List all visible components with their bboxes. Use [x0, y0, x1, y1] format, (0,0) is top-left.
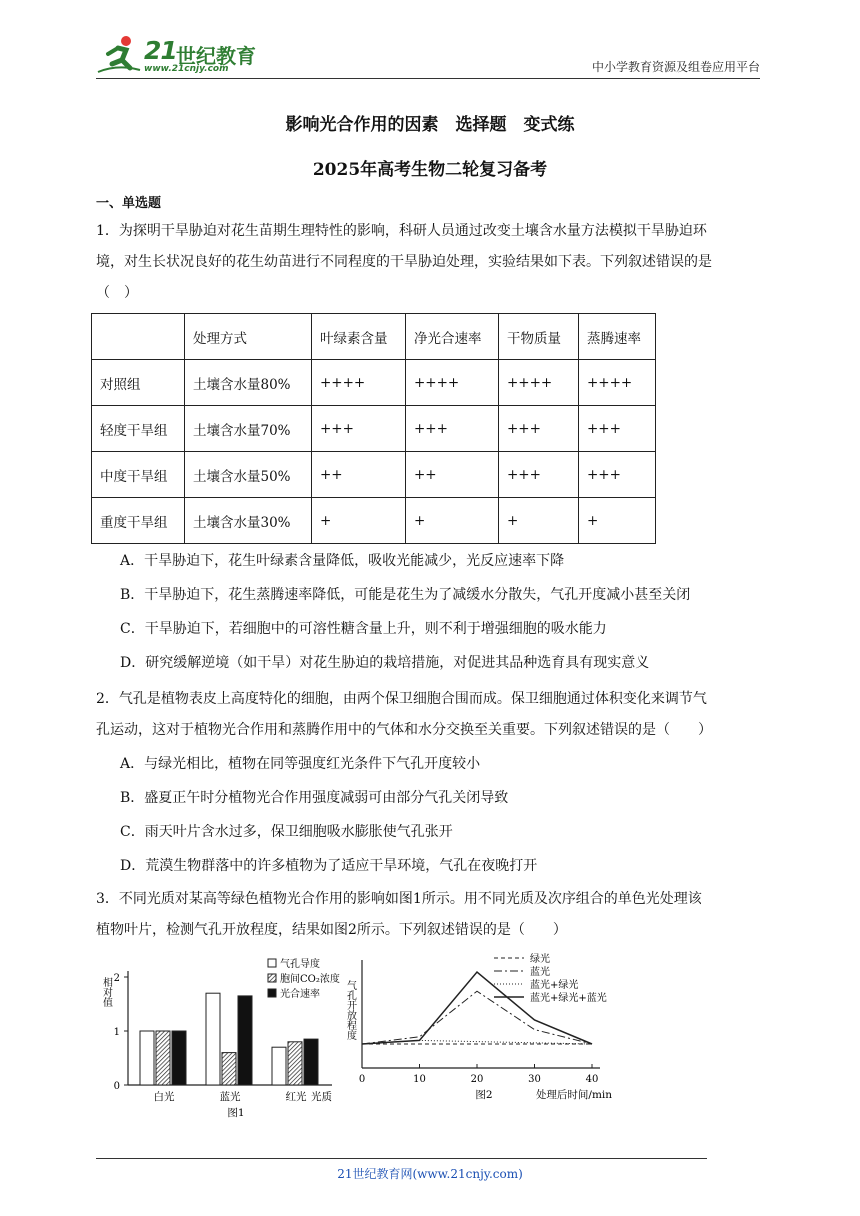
table-cell: +++: [499, 452, 579, 498]
q1-line3: （ ）: [96, 285, 138, 301]
page-title: 影响光合作用的因素 选择题 变式练: [285, 115, 575, 135]
table-header-cell: [92, 314, 185, 360]
platform-name: 中小学教育资源及组卷应用平台: [591, 60, 760, 74]
table-cell: +++: [406, 406, 499, 452]
bar-气孔导度: [140, 1031, 154, 1085]
y-tick-label: 1: [113, 1027, 120, 1038]
table-cell: +: [406, 498, 499, 544]
q2-option-d[interactable]: D．荒漠生物群落中的许多植物为了适应干旱环境，气孔在夜晚打开: [120, 858, 538, 874]
table-cell: ++++: [499, 360, 579, 406]
table-cell: 重度干旱组: [92, 498, 185, 544]
table-cell: 轻度干旱组: [92, 406, 185, 452]
q1-line1: 1．为探明干旱胁迫对花生苗期生理特性的影响，科研人员通过改变土壤含水量方法模拟干旱胁迫环: [96, 223, 707, 239]
bar-胞间CO₂浓度: [156, 1031, 170, 1085]
bar-气孔导度: [272, 1047, 286, 1085]
table-header-cell: 干物质量: [499, 314, 579, 360]
x-axis-label: 处理后时间/min: [535, 1089, 613, 1101]
logo-text: 世纪教育: [176, 44, 256, 68]
q2-line1: 2．气孔是植物表皮上高度特化的细胞，由两个保卫细胞合围而成。保卫细胞通过体积变化来调节气: [96, 691, 707, 707]
footer-divider: [96, 1158, 707, 1159]
q1-option-d[interactable]: D．研究缓解逆境（如干旱）对花生胁迫的栽培措施，对促进其品种选育具有现实意义: [120, 655, 650, 671]
table-header-cell: 叶绿素含量: [312, 314, 406, 360]
q2-option-a[interactable]: A．与绿光相比，植物在同等强度红光条件下气孔开度较小: [120, 756, 481, 772]
x-tick-label: 30: [528, 1074, 541, 1085]
y-tick-label: 2: [113, 973, 120, 984]
table-cell: ++++: [579, 360, 656, 406]
table-header-cell: 净光合速率: [406, 314, 499, 360]
bar-气孔导度: [206, 993, 220, 1085]
q2-option-b[interactable]: B．盛夏正午时分植物光合作用强度减弱可由部分气孔关闭导致: [120, 790, 509, 806]
x-tick-label: 20: [470, 1074, 484, 1085]
legend-label: 绿光: [530, 954, 550, 965]
table-cell: 对照组: [92, 360, 185, 406]
x-category-label: 红光: [285, 1091, 307, 1103]
table-cell: 土壤含水量70%: [185, 406, 312, 452]
bar-胞间CO₂浓度: [288, 1042, 302, 1085]
table-cell: +++: [579, 452, 656, 498]
table-cell: ++: [406, 452, 499, 498]
legend-label: 蓝光: [530, 967, 550, 978]
q1-option-a[interactable]: A．干旱胁迫下，花生叶绿素含量降低，吸收光能减少，光反应速率下降: [120, 553, 565, 569]
figure-caption: 图1: [227, 1107, 245, 1119]
q1-option-b[interactable]: B．干旱胁迫下，花生蒸腾速率降低，可能是花生为了减缓水分散失，气孔开度减小甚至关闭: [120, 587, 691, 603]
q3-line2: 植物叶片，检测气孔开放程度，结果如图2所示。下列叙述错误的是（ ）: [96, 922, 567, 938]
bar-光合速率: [304, 1039, 318, 1085]
table-cell: 土壤含水量80%: [185, 360, 312, 406]
figure-1-bar-chart: [96, 955, 346, 1125]
bar-胞间CO₂浓度: [222, 1053, 236, 1085]
x-tick-label: 0: [358, 1074, 366, 1085]
legend-swatch: [268, 974, 276, 982]
table-row: [92, 498, 656, 544]
table-header-row: [92, 314, 656, 360]
y-tick-label: 0: [113, 1081, 120, 1092]
table-cell: +: [579, 498, 656, 544]
table-header-cell: 处理方式: [185, 314, 312, 360]
header-divider: [96, 78, 760, 79]
x-category-label: 蓝光: [219, 1091, 241, 1103]
table-cell: 中度干旱组: [92, 452, 185, 498]
x-tick-label: 40: [585, 1074, 599, 1085]
q1-option-c[interactable]: C．干旱胁迫下，若细胞中的可溶性糖含量上升，则不利于增强细胞的吸水能力: [120, 621, 607, 637]
q3-line1: 3．不同光质对某高等绿色植物光合作用的影响如图1所示。用不同光质及次序组合的单色光处理该: [96, 891, 702, 907]
table-cell: +++: [312, 406, 406, 452]
table-cell: 土壤含水量30%: [185, 498, 312, 544]
table-header-cell: 蒸腾速率: [579, 314, 656, 360]
table-cell: +++: [499, 406, 579, 452]
legend-label: 蓝光+绿光: [530, 980, 579, 991]
table-row: [92, 360, 656, 406]
legend-label: 气孔导度: [280, 959, 320, 970]
bar-光合速率: [238, 996, 252, 1085]
figure-caption: 图2: [475, 1089, 493, 1101]
question-2-stem: [96, 684, 764, 746]
legend-label: 胞间CO₂浓度: [280, 974, 340, 985]
x-axis-label: 光质: [311, 1091, 332, 1103]
table-row: [92, 406, 656, 452]
legend-label: 蓝光+绿光+蓝光: [530, 993, 607, 1004]
page-subtitle: 2025年高考生物二轮复习备考: [312, 160, 548, 180]
q1-data-table: [91, 313, 656, 544]
legend-label: 光合速率: [280, 989, 320, 1000]
page-header: [96, 34, 760, 78]
y-axis-label: 气孔开放程度: [344, 980, 356, 1040]
table-cell: +++: [579, 406, 656, 452]
question-1-stem: [96, 216, 764, 309]
table-cell: ++: [312, 452, 406, 498]
logo-number: 21: [144, 36, 177, 65]
q1-line2: 境，对生长状况良好的花生幼苗进行不同程度的干旱胁迫处理，实验结果如下表。下列叙述错误的是: [96, 254, 712, 270]
section-heading: 一、单选题: [96, 196, 162, 211]
site-logo: [96, 34, 266, 76]
bar-光合速率: [172, 1031, 186, 1085]
question-3-stem: [96, 884, 764, 946]
table-cell: ++++: [312, 360, 406, 406]
q2-line2: 孔运动，这对于植物光合作用和蒸腾作用中的气体和水分交换至关重要。下列叙述错误的是（ ）: [96, 722, 712, 738]
table-cell: +: [312, 498, 406, 544]
legend-swatch: [268, 959, 276, 967]
footer-link[interactable]: 21世纪教育网(www.21cnjy.com): [337, 1167, 523, 1181]
table-row: [92, 452, 656, 498]
y-axis-label: 相对值: [100, 977, 112, 1007]
runner-icon: [96, 34, 142, 76]
legend-swatch: [268, 989, 276, 997]
table-cell: ++++: [406, 360, 499, 406]
table-cell: 土壤含水量50%: [185, 452, 312, 498]
x-category-label: 白光: [153, 1091, 175, 1103]
q2-option-c[interactable]: C．雨天叶片含水过多，保卫细胞吸水膨胀使气孔张开: [120, 824, 453, 840]
x-tick-label: 10: [413, 1074, 426, 1085]
figure-2-line-chart: [344, 950, 634, 1120]
table-cell: +: [499, 498, 579, 544]
logo-url: www.21cnjy.com: [144, 64, 229, 74]
